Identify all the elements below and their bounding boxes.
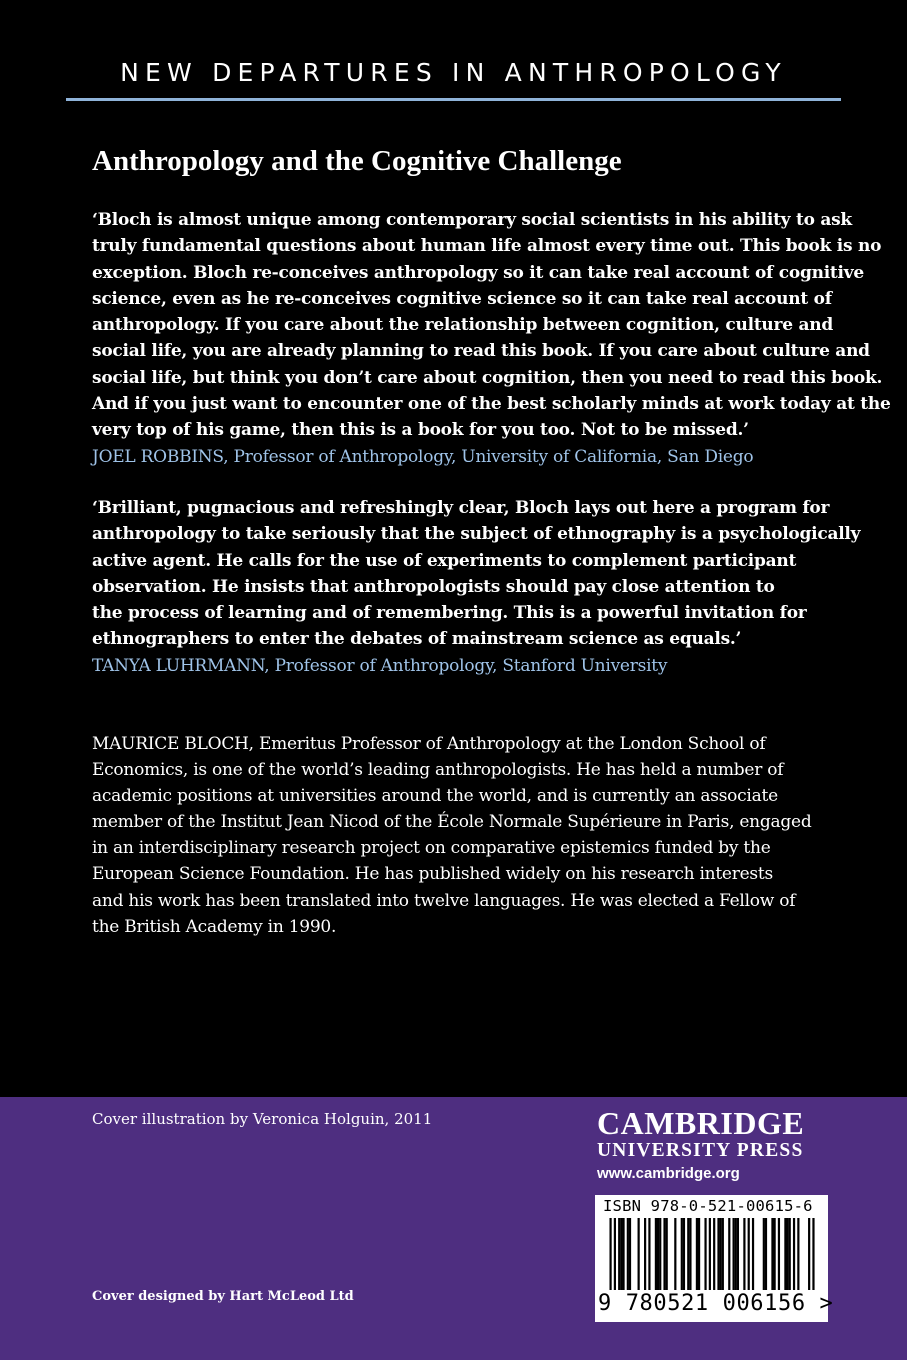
barcode-bar <box>696 1218 698 1290</box>
barcode-bar <box>620 1218 622 1290</box>
barcode-bar <box>622 1218 624 1290</box>
barcode-bar <box>722 1218 724 1290</box>
quote-line: ‘Bloch is almost unique among contemporary social scientists in his ability to ask <box>92 210 852 230</box>
barcode-bar <box>735 1218 737 1290</box>
bio-line: European Science Foundation. He has published widely on his research interests <box>92 864 773 885</box>
barcode-bar <box>663 1218 665 1290</box>
barcode-bar <box>720 1218 722 1290</box>
quote-line: very top of his game, then this is a book for you too. Not to be missed.’ <box>92 420 749 441</box>
barcode-bar <box>786 1218 788 1290</box>
barcode-bar <box>789 1218 791 1290</box>
publisher-subtitle: UNIVERSITY PRESS <box>597 1140 804 1161</box>
quote-line: the process of learning and of remembering. This is a powerful invitation for <box>92 603 807 624</box>
barcode-icon <box>603 1218 821 1290</box>
barcode-bar <box>812 1218 814 1290</box>
barcode-bar <box>674 1218 676 1290</box>
barcode-bar <box>748 1218 750 1290</box>
quote-line: exception. Bloch re-conceives anthropology so it can take real account of cognitive <box>92 262 864 283</box>
quote-line: active agent. He calls for the use of experiments to complement participant <box>92 550 797 571</box>
barcode-bar <box>657 1218 659 1290</box>
isbn-number: ISBN 978-0-521-00615-6 <box>603 1197 813 1215</box>
cover-design-credit: Cover designed by Hart McLeod Ltd <box>92 1289 354 1304</box>
barcode-bar <box>717 1218 719 1290</box>
barcode-bar <box>683 1218 685 1290</box>
barcode-bar <box>737 1218 739 1290</box>
barcode-bar <box>808 1218 810 1290</box>
cover-illustration-credit: Cover illustration by Veronica Holguin, 2011 <box>92 1110 433 1128</box>
quote-attribution: JOEL ROBBINS, Professor of Anthropology, University of California, San Diego <box>92 446 754 467</box>
bio-line: academic positions at universities around the world, and is currently an associate <box>92 786 778 807</box>
review-quote-2 <box>92 495 861 679</box>
barcode-bar <box>728 1218 730 1290</box>
quote-attribution: TANYA LUHRMANN, Professor of Anthropology, Stanford University <box>92 655 668 676</box>
quote-line: anthropology. If you care about the relationship between cognition, culture and <box>92 315 833 336</box>
quote-line: social life, you are already planning to read this book. If you care about culture and <box>92 341 870 362</box>
quote-line: ethnographers to enter the debates of mainstream science as equals.’ <box>92 629 742 650</box>
barcode-bar <box>752 1218 754 1290</box>
publisher-name: CAMBRIDGE <box>597 1105 805 1141</box>
series-title: NEW DEPARTURES IN ANTHROPOLOGY <box>120 58 787 87</box>
series-divider <box>66 98 841 101</box>
barcode-bar <box>618 1218 620 1290</box>
barcode-bar <box>655 1218 657 1290</box>
barcode-bar <box>733 1218 735 1290</box>
publisher-logo <box>597 1106 827 1186</box>
barcode-bar <box>797 1218 799 1290</box>
bio-line: member of the Institut Jean Nicod of the École Normale Supérieure in Paris, engaged <box>92 812 812 833</box>
bio-line: the British Academy in 1990. <box>92 916 337 937</box>
barcode-panel <box>595 1195 834 1322</box>
quote-line: science, even as he re-conceives cognitive science so it can take real account of <box>92 288 832 309</box>
barcode-bar <box>609 1218 611 1290</box>
barcode-bar <box>681 1218 683 1290</box>
book-title: Anthropology and the Cognitive Challenge <box>92 145 622 177</box>
barcode-bar <box>644 1218 646 1290</box>
barcode-bar <box>689 1218 691 1290</box>
quote-line: anthropology to take seriously that the subject of ethnography is a psychologically <box>92 524 861 545</box>
barcode-bar <box>784 1218 786 1290</box>
quote-line: observation. He insists that anthropologists should pay close attention to <box>92 576 775 597</box>
barcode-bar <box>763 1218 765 1290</box>
bio-line: Economics, is one of the world’s leading anthropologists. He has held a number of <box>92 760 784 781</box>
ean-number: 9 780521 006156 > <box>598 1291 834 1316</box>
review-quote-1 <box>92 207 891 470</box>
barcode-bar <box>774 1218 776 1290</box>
barcode-bar <box>648 1218 650 1290</box>
barcode-bar <box>629 1218 631 1290</box>
quote-line: ‘Brilliant, pugnacious and refreshingly clear, Bloch lays out here a program for <box>92 498 830 518</box>
barcode-bar <box>778 1218 780 1290</box>
barcode-bar <box>614 1218 616 1290</box>
barcode-bar <box>704 1218 706 1290</box>
barcode-bar <box>659 1218 661 1290</box>
quote-line: truly fundamental questions about human life almost every time out. This book is no <box>92 236 882 257</box>
quote-line: social life, but think you don’t care about cognition, then you need to read this book. <box>92 367 883 388</box>
barcode-bar <box>743 1218 745 1290</box>
barcode-bar <box>666 1218 668 1290</box>
barcode-bar <box>698 1218 700 1290</box>
bio-line: and his work has been translated into twelve languages. He was elected a Fellow of <box>92 890 796 911</box>
quote-line: And if you just want to encounter one of the best scholarly minds at work today at the <box>92 394 891 415</box>
barcode-bar <box>713 1218 715 1290</box>
bio-line: MAURICE BLOCH, Emeritus Professor of Anthropology at the London School of <box>92 734 766 754</box>
barcode-bar <box>793 1218 795 1290</box>
author-bio <box>92 731 827 940</box>
publisher-url[interactable]: www.cambridge.org <box>597 1165 740 1182</box>
barcode-bar <box>765 1218 767 1290</box>
barcode-bar <box>627 1218 629 1290</box>
barcode-bar <box>709 1218 711 1290</box>
bio-line: in an interdisciplinary research project on comparative epistemics funded by the <box>92 838 771 859</box>
barcode-bar <box>638 1218 640 1290</box>
barcode-bar <box>687 1218 689 1290</box>
barcode-bar <box>771 1218 773 1290</box>
